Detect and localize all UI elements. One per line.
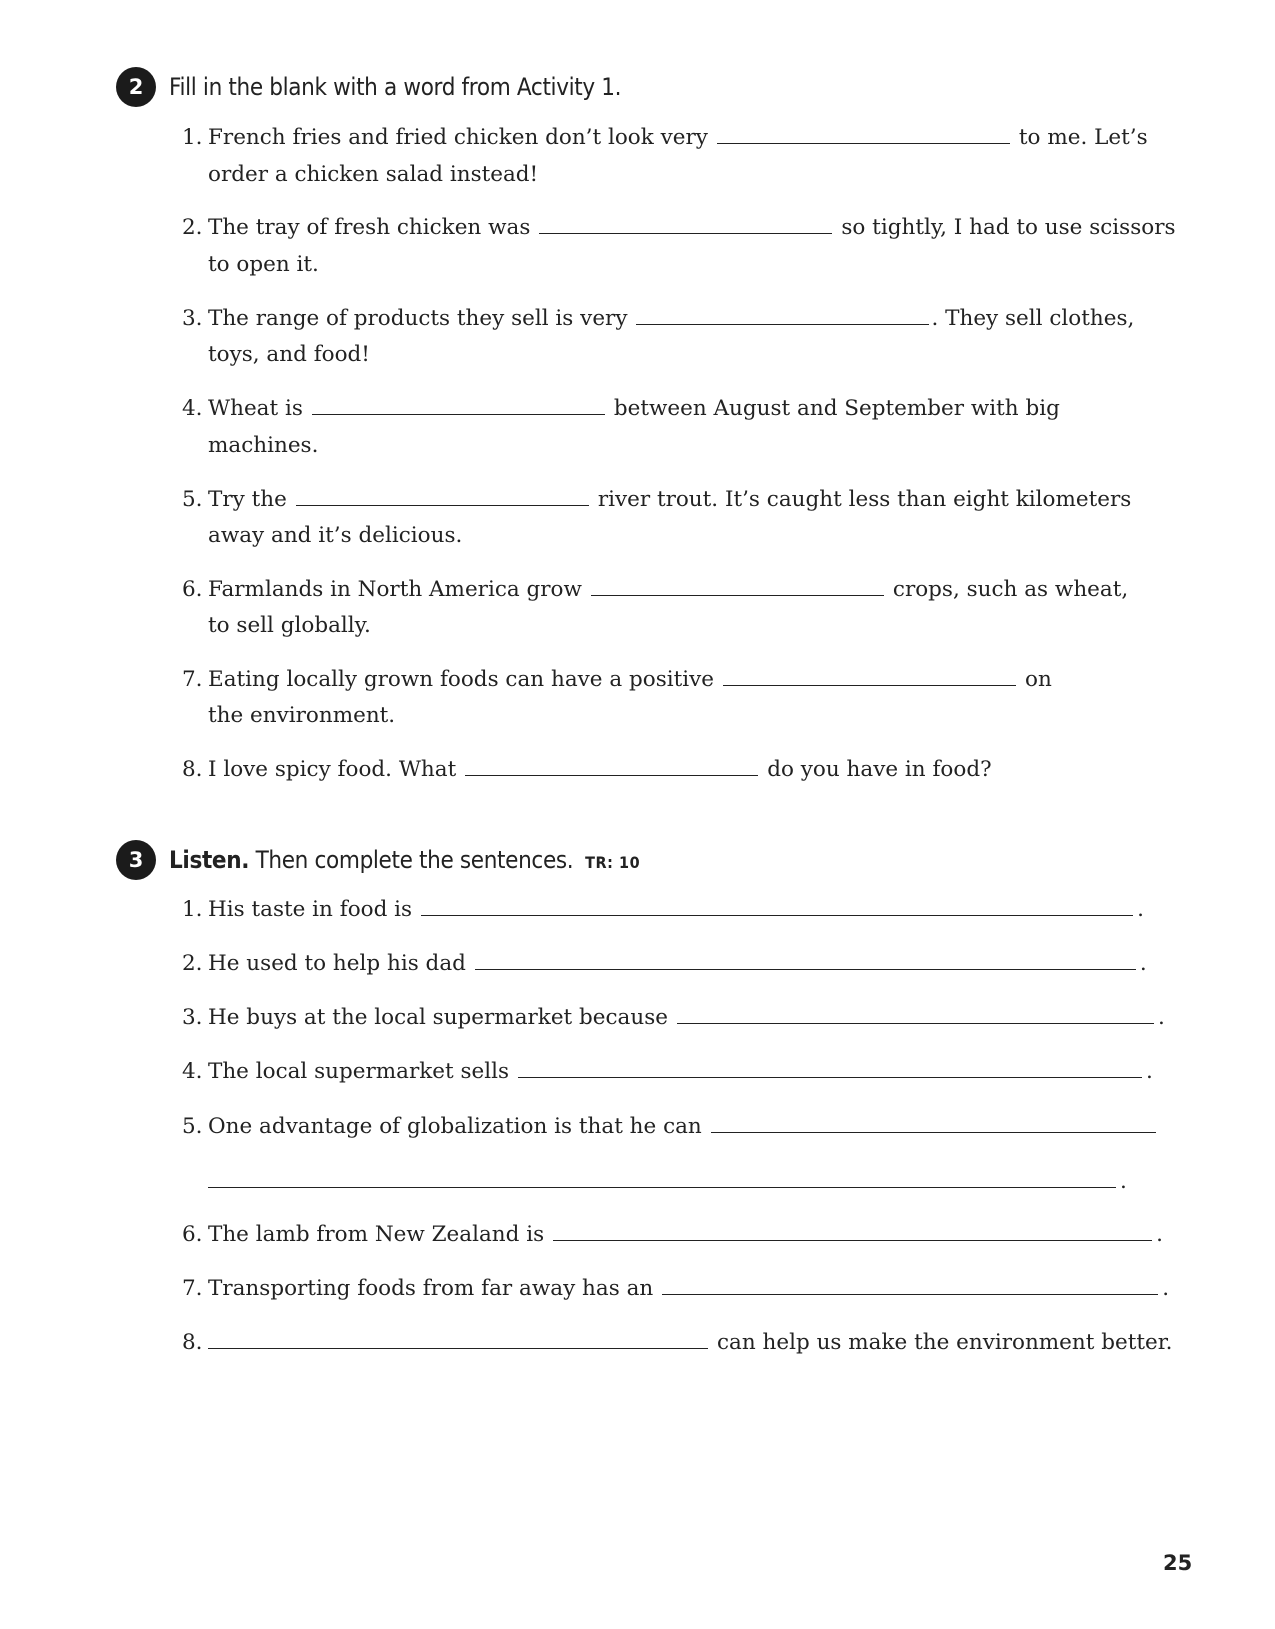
answer-blank[interactable]: [677, 1022, 1154, 1024]
activity-3-title: [169, 846, 640, 874]
answer-blank[interactable]: [723, 684, 1016, 686]
a2-item-7: 7. Eating locally grown foods can have a positive on: [182, 667, 1052, 692]
answer-blank[interactable]: [717, 142, 1010, 144]
a2-item-3: 3. The range of products they sell is very . They sell clothes,: [182, 306, 1135, 331]
a3-item-3: 3. He buys at the local supermarket because .: [182, 1005, 1165, 1030]
answer-blank[interactable]: [553, 1239, 1152, 1241]
track-label: TR: 10: [585, 853, 641, 872]
a2-item-6-cont: to sell globally.: [208, 613, 371, 638]
a2-item-4: 4. Wheat is between August and September with big: [182, 396, 1060, 421]
a2-item-5-cont: away and it’s delicious.: [208, 523, 463, 548]
a2-item-1-cont: order a chicken salad instead!: [208, 162, 539, 187]
answer-blank[interactable]: [208, 1347, 708, 1349]
a2-item-2: 2. The tray of fresh chicken was so tightly, I had to use scissors: [182, 215, 1176, 240]
activity-3-header: [116, 840, 693, 880]
activity-number-badge: 2: [116, 67, 156, 107]
a2-item-1: 1. French fries and fried chicken don’t look very to me. Let’s: [182, 125, 1148, 150]
answer-blank[interactable]: [296, 504, 589, 506]
a3-item-6: 6. The lamb from New Zealand is .: [182, 1222, 1163, 1247]
a3-item-4: 4. The local supermarket sells .: [182, 1059, 1153, 1084]
answer-blank[interactable]: [662, 1293, 1158, 1295]
a2-item-8: 8. I love spicy food. What do you have in food?: [182, 757, 992, 782]
answer-blank[interactable]: [208, 1186, 1116, 1188]
a3-item-7: 7. Transporting foods from far away has an .: [182, 1276, 1170, 1301]
answer-blank[interactable]: [591, 594, 884, 596]
a2-item-6: 6. Farmlands in North America grow crops, such as wheat,: [182, 577, 1129, 602]
a3-item-5: 5. One advantage of globalization is that he can: [182, 1114, 1165, 1139]
answer-blank[interactable]: [711, 1131, 1156, 1133]
answer-blank[interactable]: [636, 323, 929, 325]
activity-3-title-rest: Then complete the sentences.: [255, 846, 574, 874]
a2-item-2-cont: to open it.: [208, 252, 319, 277]
a2-item-7-cont: the environment.: [208, 703, 396, 728]
answer-blank[interactable]: [539, 232, 832, 234]
answer-blank[interactable]: [312, 413, 605, 415]
a2-item-5: 5. Try the river trout. It’s caught less than eight kilometers: [182, 487, 1132, 512]
a2-item-4-cont: machines.: [208, 433, 319, 458]
answer-blank[interactable]: [518, 1076, 1142, 1078]
activity-3-title-bold: Listen.: [169, 846, 250, 874]
answer-blank[interactable]: [475, 968, 1136, 970]
a3-item-2: 2. He used to help his dad .: [182, 951, 1147, 976]
a3-item-1: 1. His taste in food is .: [182, 897, 1144, 922]
activity-2-title: Fill in the blank with a word from Activity 1.: [169, 73, 622, 101]
a3-item-8: 8. can help us make the environment better.: [182, 1330, 1173, 1355]
answer-blank[interactable]: [421, 914, 1133, 916]
page-number: 25: [1163, 1551, 1193, 1575]
activity-number-badge: 3: [116, 840, 156, 880]
activity-2-header: [116, 67, 671, 107]
answer-blank[interactable]: [465, 774, 758, 776]
a3-item-5-cont: .: [208, 1169, 1127, 1194]
a2-item-3-cont: toys, and food!: [208, 342, 370, 367]
